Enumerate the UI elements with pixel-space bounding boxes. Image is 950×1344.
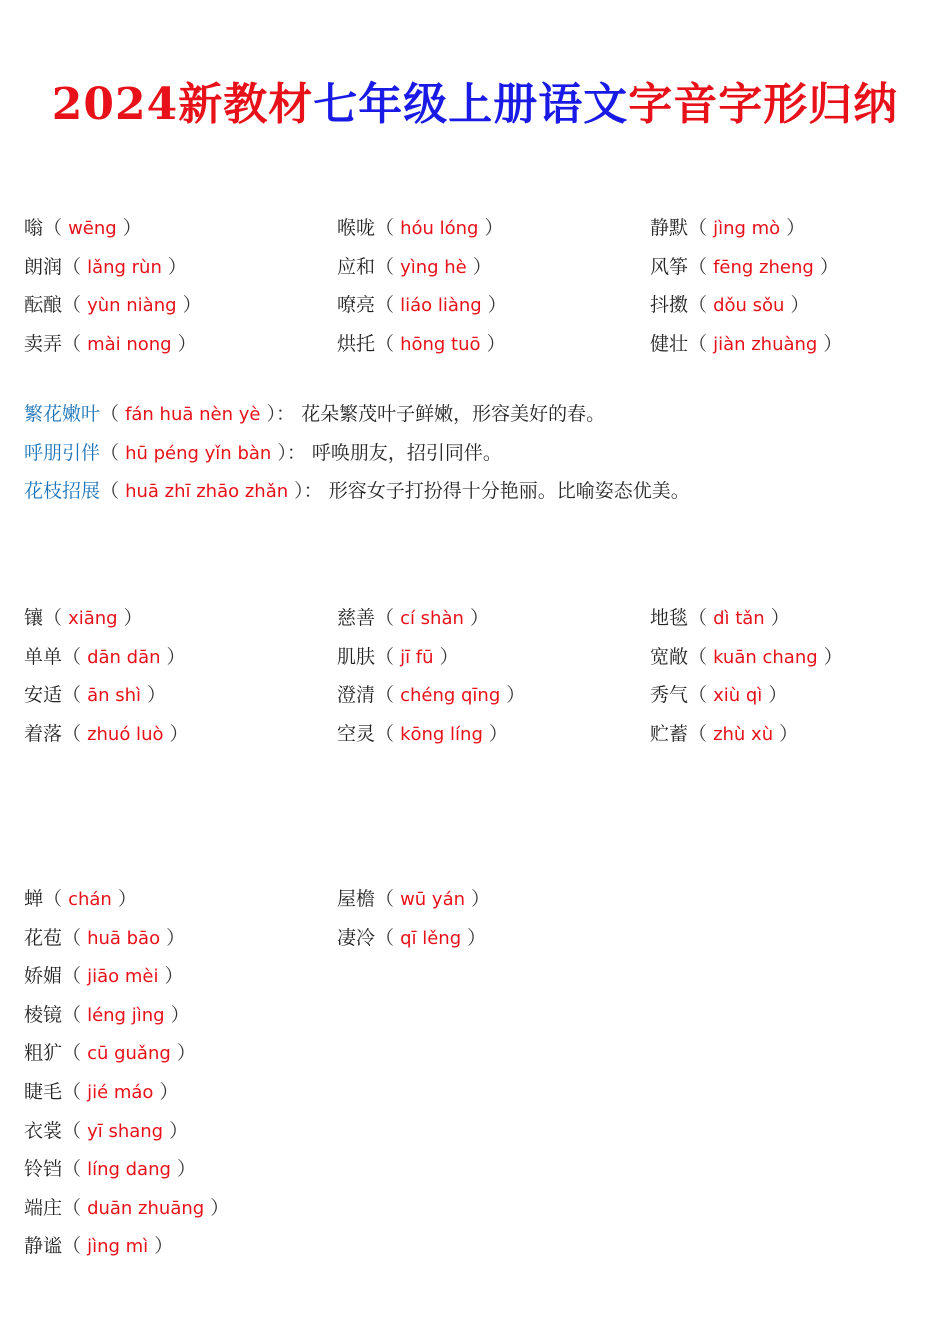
word-text: 澄清 bbox=[337, 684, 376, 707]
word-item: 喉咙（ hóu lóng ） bbox=[337, 217, 504, 239]
idiom-definition: 花朵繁茂叶子鲜嫩，形容美好的春。 bbox=[301, 403, 606, 425]
word-item: 健壮（ jiàn zhuàng ） bbox=[650, 332, 843, 355]
word-column bbox=[337, 209, 507, 363]
pinyin-text: chán bbox=[68, 889, 112, 910]
word-column bbox=[650, 209, 842, 363]
word-column bbox=[24, 599, 189, 753]
word-item: 端庄（ duān zhuāng ） bbox=[24, 1196, 230, 1219]
word-item: 宽敞（ kuān chang ） bbox=[650, 645, 843, 668]
idiom-pinyin: hū péng yǐn bàn bbox=[125, 442, 272, 464]
word-item: 澄清（ chéng qīng ） bbox=[337, 684, 526, 707]
idiom-item: 呼朋引伴（ hū péng yǐn bàn ）： 呼唤朋友，招引同伴。 bbox=[24, 441, 502, 464]
pinyin-text: cí shàn bbox=[400, 608, 464, 629]
word-item: 慈善（ cí shàn ） bbox=[337, 607, 489, 629]
word-text: 粗犷 bbox=[24, 1042, 63, 1065]
word-item: 肌肤（ jī fū ） bbox=[337, 645, 459, 668]
pinyin-text: huā bāo bbox=[87, 927, 161, 949]
idiom-pinyin: fán huā nèn yè bbox=[125, 404, 261, 425]
word-text: 睫毛 bbox=[24, 1080, 63, 1103]
word-item: 静谧（ jìng mì ） bbox=[24, 1235, 174, 1258]
word-text: 慈善 bbox=[337, 607, 376, 629]
word-text: 喉咙 bbox=[337, 217, 376, 239]
word-text: 肌肤 bbox=[337, 645, 376, 668]
word-item: 凄冷（ qī lěng ） bbox=[337, 926, 487, 949]
word-text: 花苞 bbox=[24, 926, 63, 949]
idiom-definition: 形容女子打扮得十分艳丽。比喻姿态优美。 bbox=[328, 480, 690, 503]
word-item: 贮蓄（ zhù xù ） bbox=[650, 722, 799, 745]
word-item: 嗡（ wēng ） bbox=[24, 217, 142, 239]
word-column bbox=[24, 880, 229, 1266]
word-item: 花苞（ huā bāo ） bbox=[24, 926, 186, 949]
pinyin-text: dì tǎn bbox=[713, 608, 765, 629]
word-item: 应和（ yìng hè ） bbox=[337, 255, 492, 278]
word-text: 屋檐 bbox=[337, 888, 376, 910]
pinyin-text: jìng mò bbox=[713, 218, 781, 239]
word-item: 睫毛（ jié máo ） bbox=[24, 1080, 179, 1103]
pinyin-text: lǎng rùn bbox=[87, 256, 162, 278]
pinyin-text: hōng tuō bbox=[400, 333, 481, 355]
word-text: 健壮 bbox=[650, 332, 689, 355]
pinyin-text: xiù qì bbox=[713, 685, 763, 707]
idiom-item: 花枝招展（ huā zhī zhāo zhǎn ）： 形容女子打扮得十分艳丽。比喻姿态优美。 bbox=[24, 480, 690, 503]
word-text: 嘹亮 bbox=[337, 294, 376, 317]
pinyin-text: yùn niàng bbox=[87, 295, 177, 317]
word-text: 应和 bbox=[337, 255, 376, 278]
word-item: 衣裳（ yī shang ） bbox=[24, 1119, 189, 1142]
word-text: 镶 bbox=[24, 607, 44, 629]
idiom-pinyin: huā zhī zhāo zhǎn bbox=[125, 481, 289, 503]
word-text: 安适 bbox=[24, 684, 63, 707]
pinyin-text: duān zhuāng bbox=[87, 1197, 205, 1219]
word-text: 静默 bbox=[650, 217, 689, 239]
idiom-word: 繁花嫩叶 bbox=[24, 403, 101, 425]
pinyin-text: líng dang bbox=[87, 1159, 171, 1181]
pinyin-text: léng jìng bbox=[87, 1004, 165, 1026]
pinyin-text: dǒu sǒu bbox=[713, 295, 785, 317]
word-item: 嘹亮（ liáo liàng ） bbox=[337, 294, 507, 317]
word-item: 风筝（ fēng zheng ） bbox=[650, 255, 839, 278]
word-text: 风筝 bbox=[650, 255, 689, 278]
word-column bbox=[650, 599, 843, 753]
idiom-list bbox=[24, 395, 690, 511]
word-item: 静默（ jìng mò ） bbox=[650, 217, 806, 239]
word-text: 朗润 bbox=[24, 255, 63, 278]
word-text: 蝉 bbox=[24, 888, 44, 910]
word-item: 粗犷（ cū guǎng ） bbox=[24, 1042, 196, 1065]
idiom-word: 花枝招展 bbox=[24, 480, 101, 503]
pinyin-text: jié máo bbox=[87, 1081, 154, 1103]
pinyin-text: jìng mì bbox=[87, 1236, 149, 1258]
word-item: 卖弄（ mài nong ） bbox=[24, 332, 197, 355]
pinyin-text: dān dān bbox=[87, 646, 161, 668]
word-item: 酝酿（ yùn niàng ） bbox=[24, 294, 202, 317]
pinyin-text: jiāo mèi bbox=[87, 966, 159, 988]
word-text: 卖弄 bbox=[24, 332, 63, 355]
word-item: 铃铛（ líng dang ） bbox=[24, 1158, 196, 1181]
word-item: 棱镜（ léng jìng ） bbox=[24, 1003, 190, 1026]
pinyin-text: fēng zheng bbox=[713, 256, 814, 278]
word-text: 静谧 bbox=[24, 1235, 63, 1258]
pinyin-text: jiàn zhuàng bbox=[713, 333, 818, 355]
word-text: 贮蓄 bbox=[650, 722, 689, 745]
pinyin-text: ān shì bbox=[87, 685, 142, 707]
word-item: 屋檐（ wū yán ） bbox=[337, 888, 491, 910]
idiom-item: 繁花嫩叶（ fán huā nèn yè ）： 花朵繁茂叶子鲜嫩，形容美好的春。 bbox=[24, 403, 606, 425]
word-item: 朗润（ lǎng rùn ） bbox=[24, 255, 187, 278]
pinyin-text: yī shang bbox=[87, 1120, 164, 1142]
word-item: 着落（ zhuó luò ） bbox=[24, 722, 189, 745]
word-item: 镶（ xiāng ） bbox=[24, 607, 143, 629]
pinyin-text: wēng bbox=[68, 218, 117, 239]
word-column bbox=[337, 880, 490, 957]
word-column bbox=[337, 599, 525, 753]
pinyin-text: mài nong bbox=[87, 333, 172, 355]
title-year: 2024 bbox=[51, 79, 179, 130]
pinyin-text: jī fū bbox=[400, 646, 434, 668]
word-item: 单单（ dān dān ） bbox=[24, 645, 186, 668]
pinyin-text: xiāng bbox=[68, 608, 118, 629]
idiom-definition: 呼唤朋友，招引同伴。 bbox=[311, 441, 502, 464]
page-title bbox=[0, 68, 950, 132]
word-text: 空灵 bbox=[337, 722, 376, 745]
pinyin-text: kuān chang bbox=[713, 646, 818, 668]
word-text: 秀气 bbox=[650, 684, 689, 707]
word-item: 抖擞（ dǒu sǒu ） bbox=[650, 294, 810, 317]
pinyin-text: zhuó luò bbox=[87, 723, 164, 745]
word-column bbox=[24, 209, 202, 363]
word-item: 娇媚（ jiāo mèi ） bbox=[24, 965, 184, 988]
word-item: 空灵（ kōng líng ） bbox=[337, 722, 508, 745]
word-text: 端庄 bbox=[24, 1196, 63, 1219]
pinyin-text: chéng qīng bbox=[400, 685, 501, 707]
word-item: 秀气（ xiù qì ） bbox=[650, 684, 788, 707]
word-text: 单单 bbox=[24, 645, 63, 668]
word-item: 烘托（ hōng tuō ） bbox=[337, 332, 506, 355]
word-text: 棱镜 bbox=[24, 1003, 63, 1026]
pinyin-text: wū yán bbox=[400, 889, 466, 910]
word-item: 蝉（ chán ） bbox=[24, 888, 137, 910]
pinyin-text: zhù xù bbox=[713, 723, 774, 745]
pinyin-text: kōng líng bbox=[400, 723, 483, 745]
title-topic: 字音字形归纳 bbox=[628, 79, 899, 130]
idiom-word: 呼朋引伴 bbox=[24, 441, 101, 464]
title-new-textbook: 新教材 bbox=[178, 79, 314, 130]
word-text: 嗡 bbox=[24, 217, 44, 239]
word-item: 安适（ ān shì ） bbox=[24, 684, 167, 707]
pinyin-text: qī lěng bbox=[400, 927, 462, 949]
word-text: 着落 bbox=[24, 722, 63, 745]
pinyin-text: hóu lóng bbox=[400, 218, 479, 239]
word-text: 娇媚 bbox=[24, 965, 63, 988]
word-text: 酝酿 bbox=[24, 294, 63, 317]
word-text: 烘托 bbox=[337, 332, 376, 355]
word-text: 凄冷 bbox=[337, 926, 376, 949]
pinyin-text: cū guǎng bbox=[87, 1043, 171, 1065]
word-text: 宽敞 bbox=[650, 645, 689, 668]
pinyin-text: yìng hè bbox=[400, 256, 467, 278]
word-text: 抖擞 bbox=[650, 294, 689, 317]
pinyin-text: liáo liàng bbox=[400, 295, 482, 317]
title-grade-subject: 七年级上册语文 bbox=[313, 79, 629, 130]
word-text: 衣裳 bbox=[24, 1119, 63, 1142]
word-item: 地毯（ dì tǎn ） bbox=[650, 607, 790, 629]
word-text: 地毯 bbox=[650, 607, 689, 629]
word-text: 铃铛 bbox=[24, 1158, 63, 1181]
